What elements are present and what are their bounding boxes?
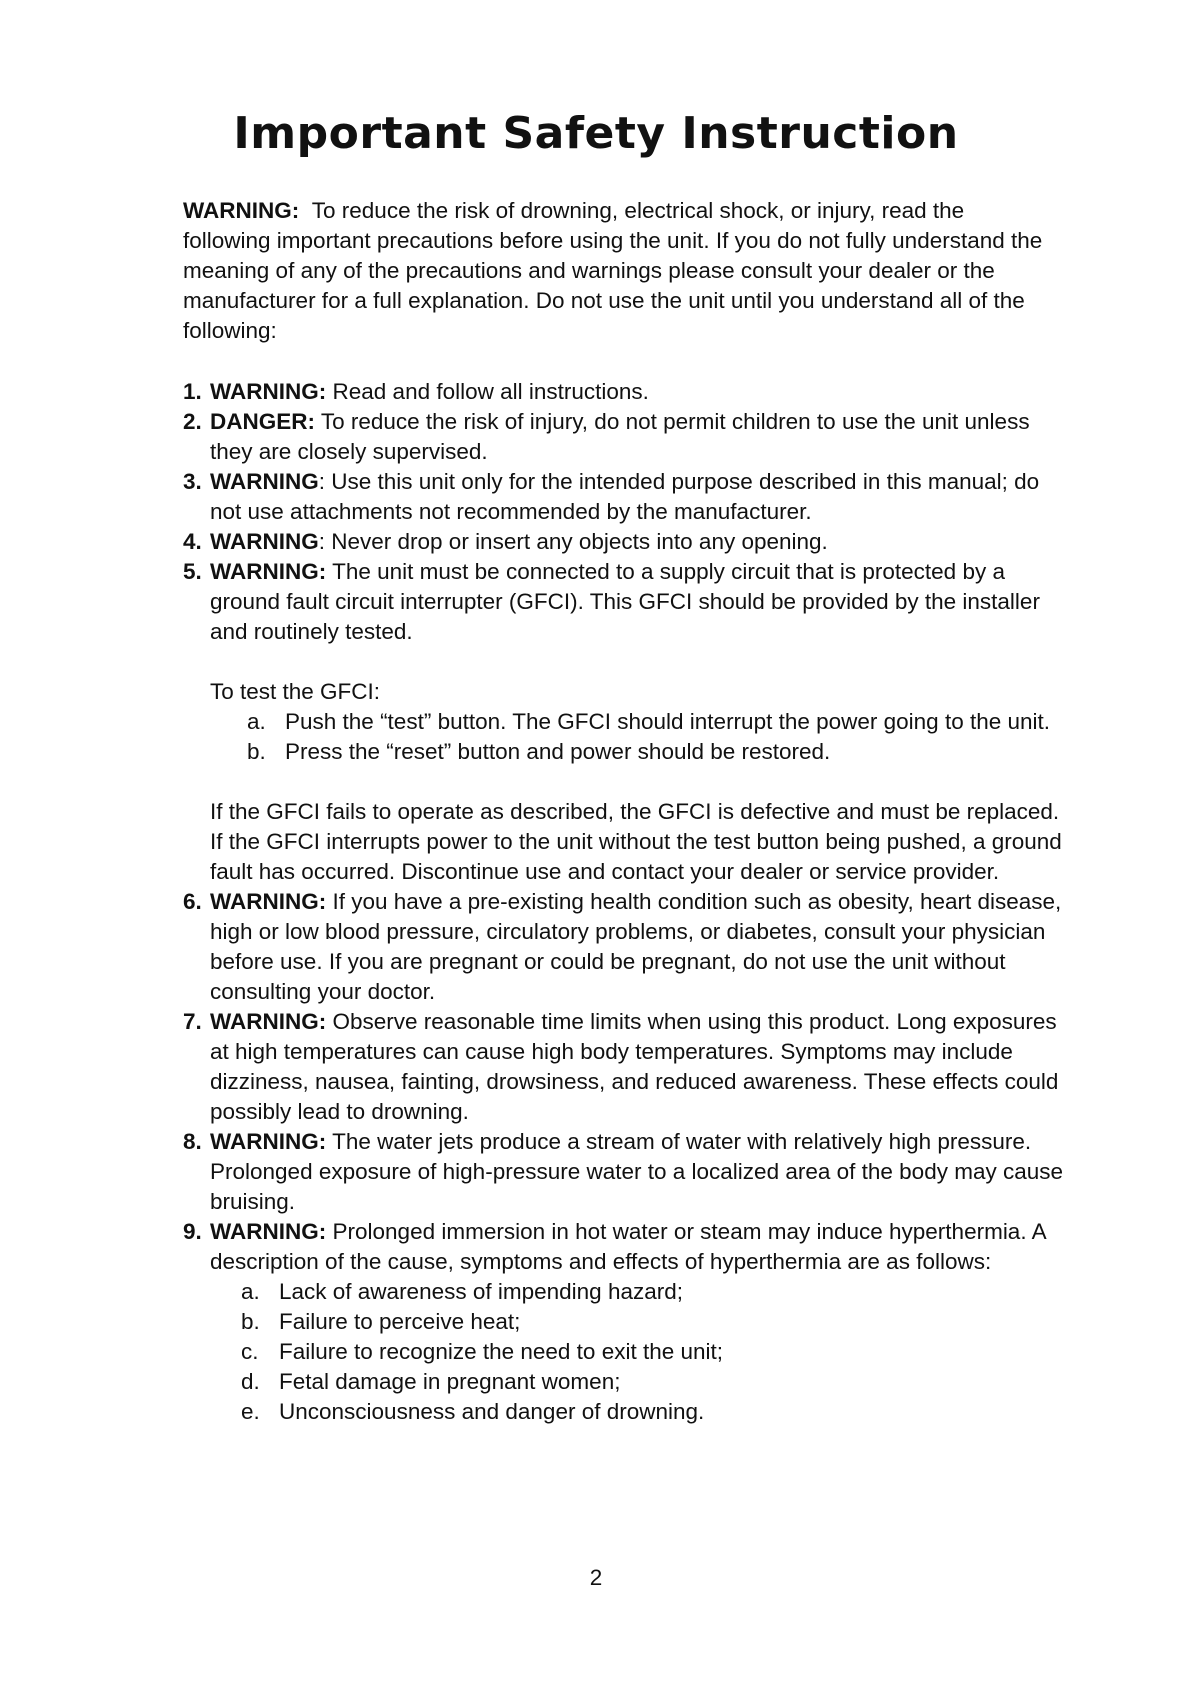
hyperthermia-effects [210,1277,1063,1427]
intro-warning-text: To reduce the risk of drowning, electrical shock, or injury, read the following important precautions before using the unit. If you do not fully understand the meaning of any of the precautions and warnings please consult your dealer or the manufacturer for a full explanation. Do not use the unit until you understand all of the following: [183,198,1043,343]
item-label: WARNING: [210,1009,327,1034]
page-number: 2 [589,1565,603,1590]
item-number: 6. [183,889,202,914]
item-label: DANGER: [210,409,315,434]
item-label: WARNING: [210,559,327,584]
effect-text: Unconsciousness and danger of drowning. [279,1399,705,1424]
item-text: The unit must be connected to a supply circuit that is protected by a ground fault circuit interrupter (GFCI). This GFCI should be provided by the installer and routinely tested. [210,559,1040,644]
item-label: WARNING: [210,889,327,914]
item-text: : Use this unit only for the intended purpose described in this manual; do not use attachments not recommended by the manufacturer. [210,469,1040,524]
step-text: Push the “test” button. The GFCI should interrupt the power going to the unit. [285,709,1051,734]
hyperthermia-effect [210,1397,1063,1427]
item-text: Observe reasonable time limits when using this product. Long exposures at high temperatures can cause high body temperatures. Symptoms may include dizziness, nausea, fainting, drowsiness, and reduced awareness. These effects could possibly lead to drowning. [210,1009,1059,1124]
effect-letter: b. [241,1309,260,1334]
item-number: 1. [183,379,202,404]
item-number: 3. [183,469,202,494]
hyperthermia-effect [210,1367,1063,1397]
safety-item-2 [183,407,1063,467]
gfci-test-step [210,707,1063,737]
item-label: WARNING [210,529,319,554]
item-label: WARNING [210,469,319,494]
item-text: : Never drop or insert any objects into any opening. [318,529,828,554]
item-text: Prolonged immersion in hot water or steam may induce hyperthermia. A description of the cause, symptoms and effects of hyperthermia are as follows: [210,1219,1046,1274]
effect-text: Failure to perceive heat; [279,1309,521,1334]
step-text: Press the “reset” button and power should be restored. [285,739,831,764]
item-text: Read and follow all instructions. [332,379,649,404]
safety-item-5 [183,557,1063,887]
gfci-failure-note: If the GFCI fails to operate as described, the GFCI is defective and must be replaced. If the GFCI interrupts power to the unit without the test button being pushed, a ground fault has occurred. Discontinue use and contact your dealer or service provider. [210,799,1062,884]
safety-item-4 [183,527,1063,557]
effect-text: Failure to recognize the need to exit the unit; [279,1339,724,1364]
item-label: WARNING: [210,379,327,404]
item-text: If you have a pre-existing health condition such as obesity, heart disease, high or low blood pressure, circulatory problems, or diabetes, consult your physician before use. If you are pregnant or could be pregnant, do not use the unit without consulting your doctor. [210,889,1062,1004]
step-letter: a. [247,709,266,734]
hyperthermia-effect [210,1277,1063,1307]
effect-letter: d. [241,1369,260,1394]
effect-letter: a. [241,1279,260,1304]
effect-text: Fetal damage in pregnant women; [279,1369,621,1394]
item-number: 8. [183,1129,202,1154]
safety-item-1 [183,377,1063,407]
step-letter: b. [247,739,266,764]
safety-item-7 [183,1007,1063,1127]
safety-item-9 [183,1217,1063,1427]
page-title: Important Safety Instruction [233,108,959,159]
gfci-test-steps [210,707,1063,767]
hyperthermia-effect [210,1337,1063,1367]
safety-item-8 [183,1127,1063,1217]
item-number: 9. [183,1219,202,1244]
safety-item-6 [183,887,1063,1007]
effect-letter: e. [241,1399,260,1424]
item-text: The water jets produce a stream of water with relatively high pressure. Prolonged exposure of high-pressure water to a localized area of the body may cause bruising. [210,1129,1064,1214]
item-label: WARNING: [210,1129,327,1154]
item-number: 5. [183,559,202,584]
safety-list [183,377,1063,1427]
item-label: WARNING: [210,1219,327,1244]
effect-letter: c. [241,1339,259,1364]
gfci-test-step [210,737,1063,767]
item-text: To reduce the risk of injury, do not permit children to use the unit unless they are closely supervised. [210,409,1030,464]
safety-item-3 [183,467,1063,527]
intro-warning [183,196,1043,346]
intro-warning-label: WARNING: [183,198,300,223]
gfci-test-heading: To test the GFCI: [210,679,381,704]
item-number: 4. [183,529,202,554]
hyperthermia-effect [210,1307,1063,1337]
item-number: 7. [183,1009,202,1034]
effect-text: Lack of awareness of impending hazard; [279,1279,683,1304]
item-number: 2. [183,409,202,434]
